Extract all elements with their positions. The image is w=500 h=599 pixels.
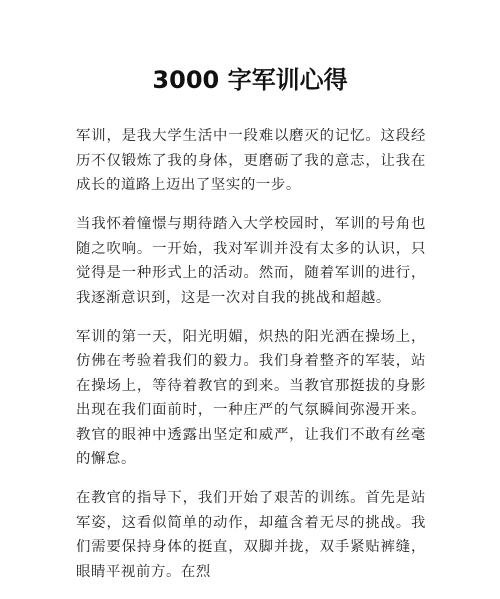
- document-title: 3000 字军训心得: [152, 66, 348, 94]
- paragraph-2: 当我怀着憧憬与期待踏入大学校园时，军训的号角也随之吹响。一开始，我对军训并没有太多的认识，只觉得是一种形式上的活动。然而，随着军训的进行，我逐渐意识到，这是一次对自我的挑战和超越。: [76, 216, 426, 306]
- document-body: [76, 124, 426, 599]
- paragraph-4: 在教官的指导下，我们开始了艰苦的训练。首先是站军姿，这看似简单的动作，却蕴含着无尽的挑战。我们需要保持身体的挺直，双脚并拢，双手紧贴裤缝，眼睛平视前方。在烈: [76, 490, 426, 580]
- paragraph-1: 军训，是我大学生活中一段难以磨灭的记忆。这段经历不仅锻炼了我的身体，更磨砺了我的意志，让我在成长的道路上迈出了坚实的一步。: [76, 128, 426, 193]
- paragraph-3: 军训的第一天，阳光明媚，炽热的阳光洒在操场上，仿佛在考验着我们的毅力。我们身着整齐的军装，站在操场上，等待着教官的到来。当教官那挺拔的身影出现在我们面前时，一种庄严的气氛瞬间弥漫开来。教官的眼神中透露出坚定和威严，让我们不敢有丝毫的懈怠。: [76, 328, 426, 467]
